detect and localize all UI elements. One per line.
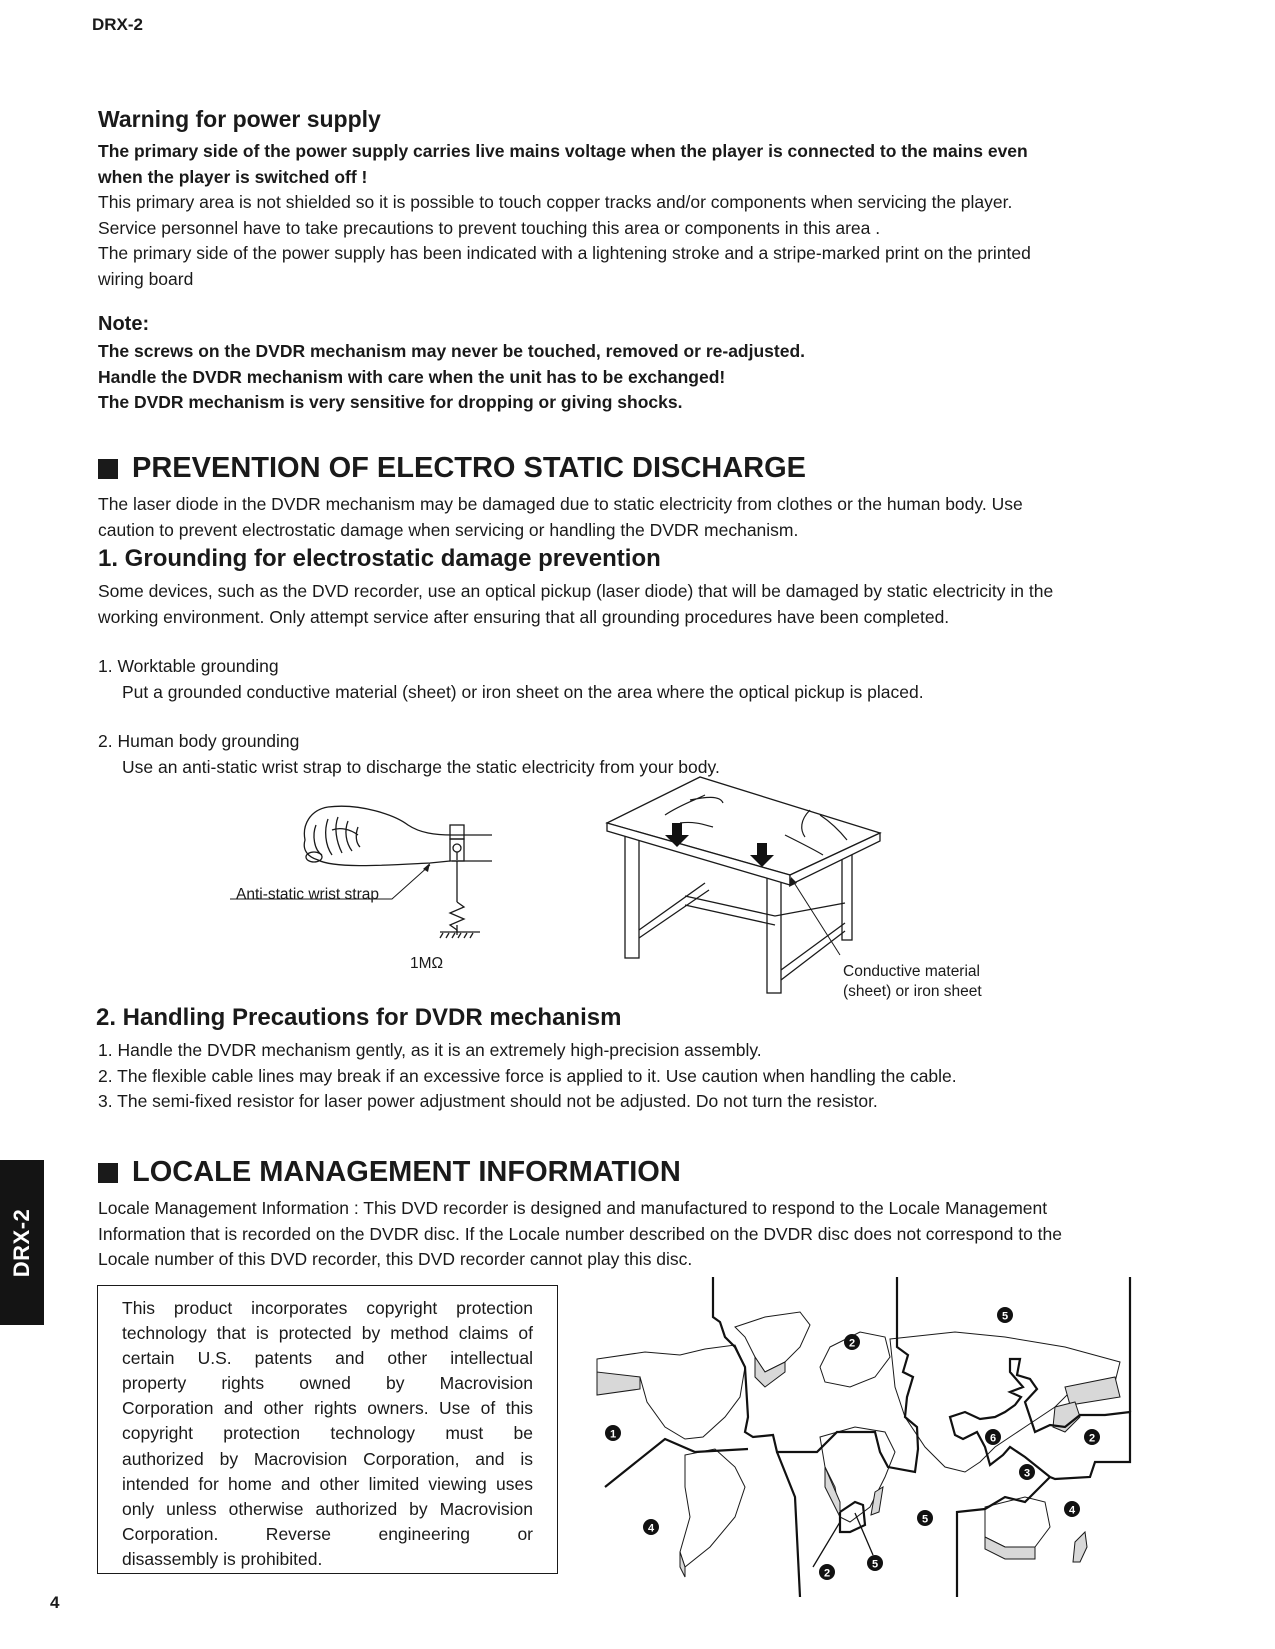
- locale-title-text: LOCALE MANAGEMENT INFORMATION: [132, 1156, 681, 1188]
- macrovision-line: copyright protection technology must be: [122, 1423, 533, 1444]
- svg-text:5: 5: [1001, 1310, 1009, 1323]
- macrovision-line: Corporation and other rights owners. Use of this: [122, 1398, 533, 1419]
- grounding-item-text: Put a grounded conductive material (sheet) or iron sheet on the area where the optical pickup is placed.: [122, 681, 924, 702]
- warning-line: This primary area is not shielded so it is possible to touch copper tracks and/or components when servicing the player.: [98, 192, 1013, 212]
- note-line: The screws on the DVDR mechanism may never be touched, removed or re-adjusted.: [98, 341, 806, 361]
- macrovision-line: disassembly is prohibited.: [122, 1548, 323, 1569]
- note-line: The DVDR mechanism is very sensitive for dropping or giving shocks.: [98, 392, 683, 412]
- note-title: Note:: [98, 313, 150, 335]
- region-badge-4: [1064, 1501, 1080, 1517]
- conductive-material-label: [843, 962, 982, 1002]
- page-number: 4: [50, 1593, 60, 1612]
- region-badge-2: [844, 1334, 860, 1350]
- region-badge-6: [985, 1429, 1001, 1445]
- document-model-header: DRX-2: [92, 15, 144, 34]
- macrovision-line: only unless otherwise authorized by Macrovision: [122, 1498, 533, 1519]
- region-badge-5: [917, 1510, 933, 1526]
- region-badge-5: [867, 1555, 883, 1571]
- locale-intro-line: Information that is recorded on the DVDR disc. If the Locale number described on the DVDR disc does not correspond to the: [98, 1223, 1062, 1244]
- region-badge-3: [1019, 1464, 1035, 1480]
- warning-line: wiring board: [98, 268, 194, 289]
- macrovision-line: Corporation. Reverse engineering or: [122, 1523, 533, 1544]
- grounding-item-worktable: [98, 654, 924, 705]
- macrovision-notice-box: [97, 1285, 558, 1574]
- esd-title-text: PREVENTION OF ELECTRO STATIC DISCHARGE: [132, 452, 807, 484]
- region-badge-2: [1084, 1429, 1100, 1445]
- handling-item: 2. The flexible cable lines may break if an excessive force is applied to it. Use caution when handling the cable.: [98, 1065, 957, 1086]
- note-line: Handle the DVDR mechanism with care when the unit has to be exchanged!: [98, 366, 726, 387]
- macrovision-line: This product incorporates copyright protection: [122, 1298, 533, 1318]
- grounding-intro-line: Some devices, such as the DVD recorder, use an optical pickup (laser diode) that will be damaged by static electricity in the: [98, 581, 1054, 601]
- svg-text:4: 4: [1068, 1504, 1076, 1517]
- grounding-intro: [98, 579, 1053, 630]
- macrovision-line: property rights owned by Macrovision: [122, 1373, 533, 1394]
- handling-item: 1. Handle the DVDR mechanism gently, as it is an extremely high-precision assembly.: [98, 1040, 762, 1060]
- esd-intro: [98, 492, 1023, 543]
- resistor-label: 1MΩ: [410, 955, 444, 972]
- grounding-item-text: Use an anti-static wrist strap to discharge the static electricity from your body.: [122, 756, 720, 777]
- warning-bold-line: when the player is switched off !: [98, 166, 368, 187]
- macrovision-line: intended for home and other limited viewing uses: [122, 1473, 533, 1494]
- esd-intro-line: caution to prevent electrostatic damage when servicing or handling the DVDR mechanism.: [98, 519, 799, 540]
- section-bullet-icon: [98, 459, 118, 479]
- conductive-label-line: (sheet) or iron sheet: [843, 983, 982, 1000]
- locale-intro-line: Locale Management Information : This DVD recorder is designed and manufactured to respond to the Locale Management: [98, 1198, 1048, 1218]
- grounding-item-label: 1. Worktable grounding: [98, 656, 279, 676]
- warning-title: Warning for power supply: [98, 106, 381, 132]
- grounding-item-body: [98, 729, 720, 780]
- macrovision-line: technology that is protected by method claims of: [122, 1323, 533, 1344]
- macrovision-line: authorized by Macrovision Corporation, and is: [122, 1448, 533, 1469]
- side-tab-label: DRX-2: [9, 1208, 34, 1277]
- warning-line: Service personnel have to take precautions to prevent touching this area or components in this area .: [98, 217, 881, 238]
- locale-section-title: [96, 1156, 681, 1189]
- warning-line: The primary side of the power supply has been indicated with a lightening stroke and a stripe-marked print on the printed: [98, 243, 1031, 263]
- esd-intro-line: The laser diode in the DVDR mechanism may be damaged due to static electricity from clothes or the human body. Use: [98, 494, 1023, 514]
- svg-text:4: 4: [647, 1522, 655, 1535]
- svg-text:2: 2: [848, 1337, 856, 1350]
- region-badge-4: [643, 1519, 659, 1535]
- locale-intro: [98, 1196, 1062, 1273]
- svg-text:2: 2: [1088, 1432, 1096, 1445]
- grounding-item-label: 2. Human body grounding: [98, 731, 300, 751]
- side-model-tab: [0, 1160, 44, 1325]
- svg-text:2: 2: [823, 1567, 831, 1580]
- esd-section-title: [96, 452, 806, 485]
- macrovision-line: certain U.S. patents and other intellectual: [122, 1348, 533, 1369]
- region-badge-2: [819, 1564, 835, 1580]
- warning-body: [98, 139, 1031, 292]
- svg-text:5: 5: [871, 1558, 879, 1571]
- handling-list: [98, 1038, 957, 1115]
- region-badge-1: [605, 1425, 621, 1441]
- svg-text:6: 6: [989, 1432, 997, 1445]
- svg-text:5: 5: [921, 1513, 929, 1526]
- section-bullet-icon: [98, 1163, 118, 1183]
- wrist-strap-label: Anti-static wrist strap: [236, 886, 379, 903]
- svg-text:3: 3: [1023, 1467, 1031, 1480]
- handling-title: 2. Handling Precautions for DVDR mechanism: [96, 1004, 622, 1031]
- conductive-label-line: Conductive material: [843, 963, 980, 980]
- grounding-intro-line: working environment. Only attempt service after ensuring that all grounding procedures have been completed.: [98, 606, 950, 627]
- dvd-region-map: [585, 1277, 1145, 1597]
- grounding-title: 1. Grounding for electrostatic damage prevention: [98, 545, 661, 572]
- region-badge-5: [997, 1307, 1013, 1323]
- note-body: [98, 339, 805, 416]
- handling-item: 3. The semi-fixed resistor for laser power adjustment should not be adjusted. Do not turn the resistor.: [98, 1091, 878, 1111]
- locale-intro-line: Locale number of this DVD recorder, this DVD recorder cannot play this disc.: [98, 1249, 693, 1269]
- warning-bold-line: The primary side of the power supply carries live mains voltage when the player is connected to the mains even: [98, 141, 1028, 161]
- svg-text:1: 1: [609, 1428, 617, 1441]
